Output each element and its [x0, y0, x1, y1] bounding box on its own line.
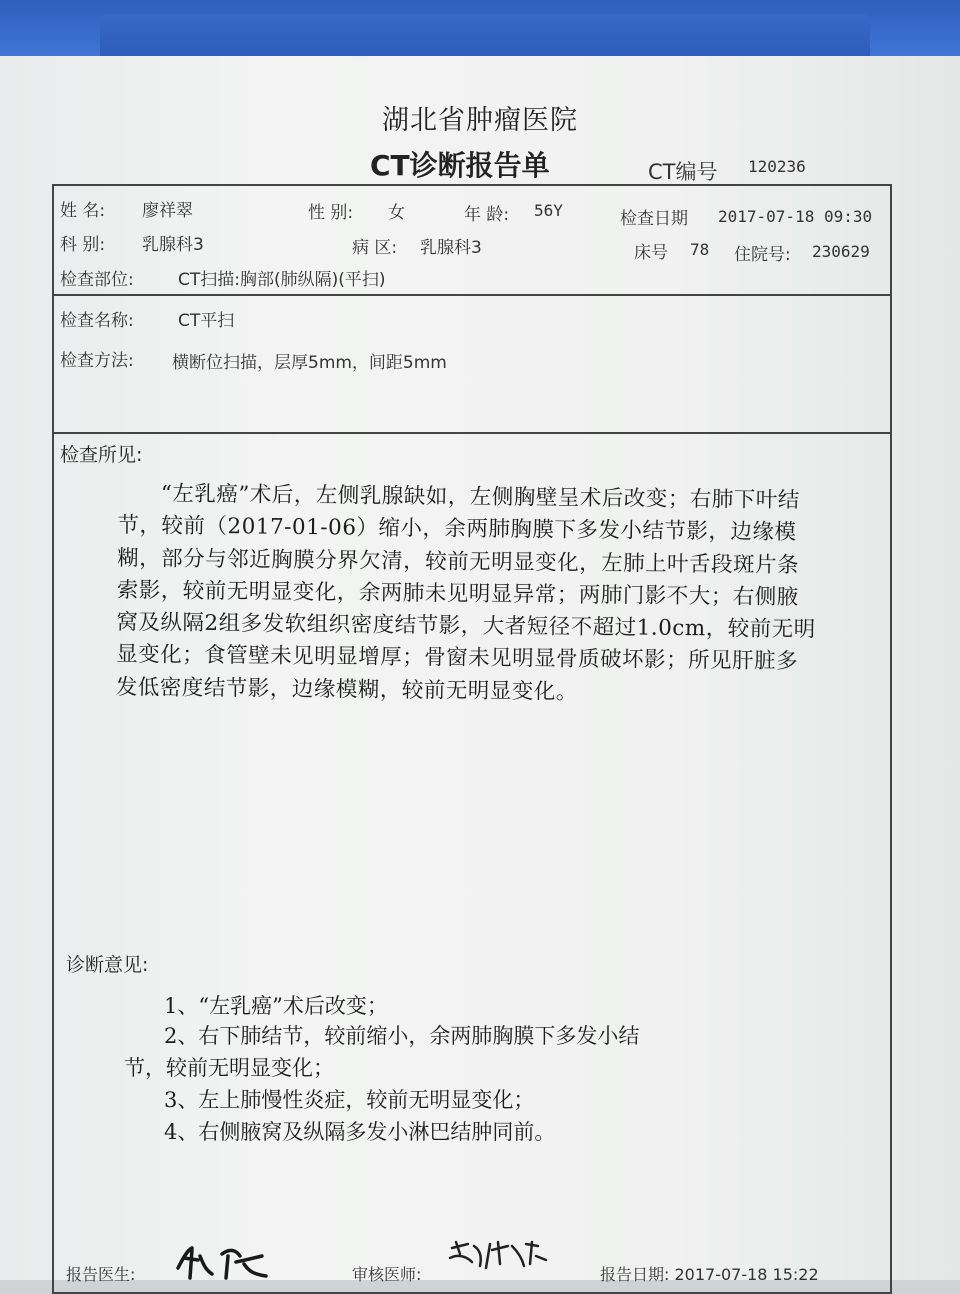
ward: 乳腺科3: [420, 238, 482, 258]
admission-number: 230629: [812, 242, 870, 261]
sex-label: 性 别:: [308, 203, 354, 223]
exam-method: 横断位扫描，层厚5mm，间距5mm: [172, 353, 447, 373]
diagnosis-label: 诊断意见:: [66, 954, 149, 976]
exam-name: CT平扫: [178, 311, 235, 331]
findings-text: “左乳癌”术后，左侧乳腺缺如，左侧胸壁呈术后改变；右肺下叶结节，较前（2017-01-06）缩小，余两肺胸膜下多发小结节影，边缘模糊，部分与邻近胸膜分界欠清，较前无明显变化，左肺上叶舌段斑片条索影，较前无明显变化，余两肺未见明显异常；两肺门影不大；右侧腋窝及纵隔2组多发软组织密度结节影，大者短径不超过1.0cm，较前无明显变化；食管壁未见明显增厚；骨窗未见明显骨质破坏影；所见肝脏多发低密度结节影，边缘模糊，较前无明显变化。: [115, 481, 816, 705]
exam-site-label: 检查部位:: [60, 270, 134, 290]
ct-number-label: CT编号: [648, 160, 718, 184]
diagnosis-line: 4、右侧腋窝及纵隔多发小淋巴结肿同前。: [164, 1120, 556, 1144]
report-date: 报告日期: 2017-07-18 15:22: [600, 1265, 819, 1284]
exam-site: CT扫描:胸部(肺纵隔)(平扫): [178, 270, 386, 290]
reporter-signature: [170, 1238, 280, 1280]
dept: 乳腺科3: [142, 235, 204, 255]
patient-sex: 女: [388, 203, 405, 223]
ct-number: 120236: [748, 157, 806, 176]
diagnosis-line: 3、左上肺慢性炎症，较前无明显变化；: [164, 1088, 535, 1112]
ward-label: 病 区:: [352, 238, 398, 258]
patient-name: 廖祥翠: [142, 201, 193, 221]
exam-date-label: 检查日期: [620, 209, 688, 229]
exam-name-label: 检查名称:: [60, 311, 134, 331]
reviewer-signature: [446, 1234, 556, 1274]
age-label: 年 龄:: [464, 205, 510, 225]
form-title: CT诊断报告单: [370, 149, 550, 182]
dept-label: 科 别:: [60, 235, 106, 255]
reporter-label: 报告医生:: [66, 1265, 136, 1284]
patient-age: 56Y: [534, 201, 563, 220]
bed-number: 78: [690, 240, 710, 259]
diagnosis-line: 2、右下肺结节，较前缩小，余两肺胸膜下多发小结: [164, 1024, 640, 1048]
diagnosis-line: 节，较前无明显变化；: [124, 1056, 334, 1080]
diagnosis-line: 1、“左乳癌”术后改变；: [164, 994, 388, 1018]
findings-label: 检查所见:: [60, 444, 143, 466]
exam-method-label: 检查方法:: [60, 351, 134, 371]
reviewer-label: 审核医师:: [352, 1265, 422, 1284]
divider-exam: [52, 432, 892, 434]
admission-label: 住院号:: [734, 245, 791, 265]
name-label: 姓 名:: [60, 201, 106, 221]
hospital-name: 湖北省肿瘤医院: [382, 105, 578, 136]
bed-label: 床号: [634, 243, 668, 263]
divider-patient: [52, 294, 892, 296]
exam-date: 2017-07-18 09:30: [718, 207, 873, 226]
